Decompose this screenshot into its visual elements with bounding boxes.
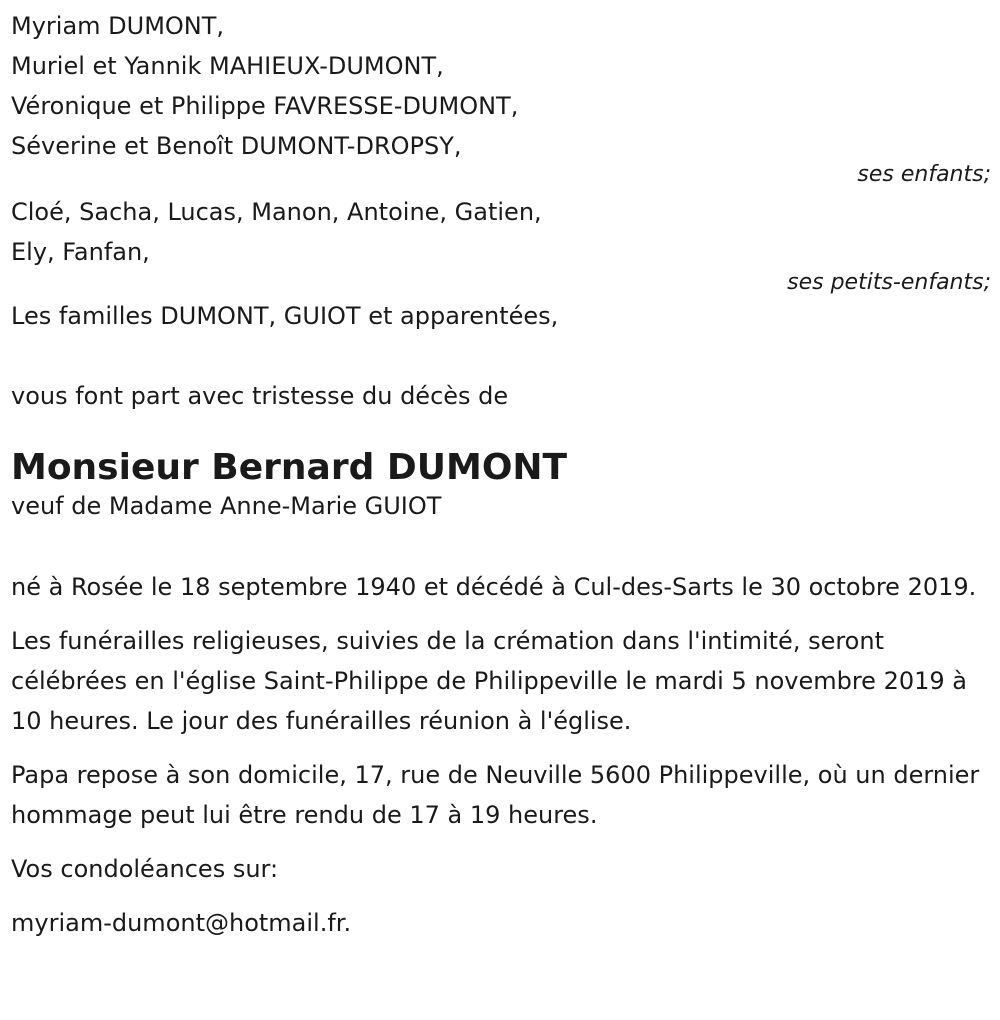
condolences-email[interactable]: myriam-dumont@hotmail.fr. (11, 909, 352, 937)
obituary-notice (11, 6, 991, 943)
child-line: Séverine et Benoît DUMONT-DROPSY, (11, 132, 462, 160)
birth-death-paragraph: né à Rosée le 18 septembre 1940 et décédé à Cul-des-Sarts le 30 octobre 2019. (11, 573, 977, 601)
visitation-paragraph: Papa repose à son domicile, 17, rue de Neuville 5600 Philippeville, où un dernier hommage peut lui être rendu de 17 à 19 heures. (11, 761, 980, 829)
families-line: Les familles DUMONT, GUIOT et apparentées, (11, 302, 559, 330)
child-line: Véronique et Philippe FAVRESSE-DUMONT, (11, 92, 519, 120)
condolences-label: Vos condoléances sur: (11, 855, 279, 883)
children-block (11, 6, 991, 194)
children-label: ses enfants; (857, 162, 991, 187)
funeral-paragraph: Les funérailles religieuses, suivies de la crémation dans l'intimité, seront célébrées en l'église Saint-Philippe de Philippeville le mardi 5 novembre 2019 à 10 heures. Le jour des funérailles réunion à l'église. (11, 627, 967, 735)
grandchild-line: Cloé, Sacha, Lucas, Manon, Antoine, Gatien, (11, 198, 542, 226)
child-line: Muriel et Yannik MAHIEUX-DUMONT, (11, 52, 444, 80)
grandchildren-label: ses petits-enfants; (787, 270, 991, 295)
child-line: Myriam DUMONT, (11, 12, 225, 40)
grandchildren-block (11, 192, 991, 296)
deceased-name: Monsieur Bernard DUMONT (11, 447, 568, 488)
announcement-line: vous font part avec tristesse du décès de (11, 382, 509, 410)
grandchild-line: Ely, Fanfan, (11, 238, 150, 266)
widower-line: veuf de Madame Anne-Marie GUIOT (11, 492, 442, 520)
